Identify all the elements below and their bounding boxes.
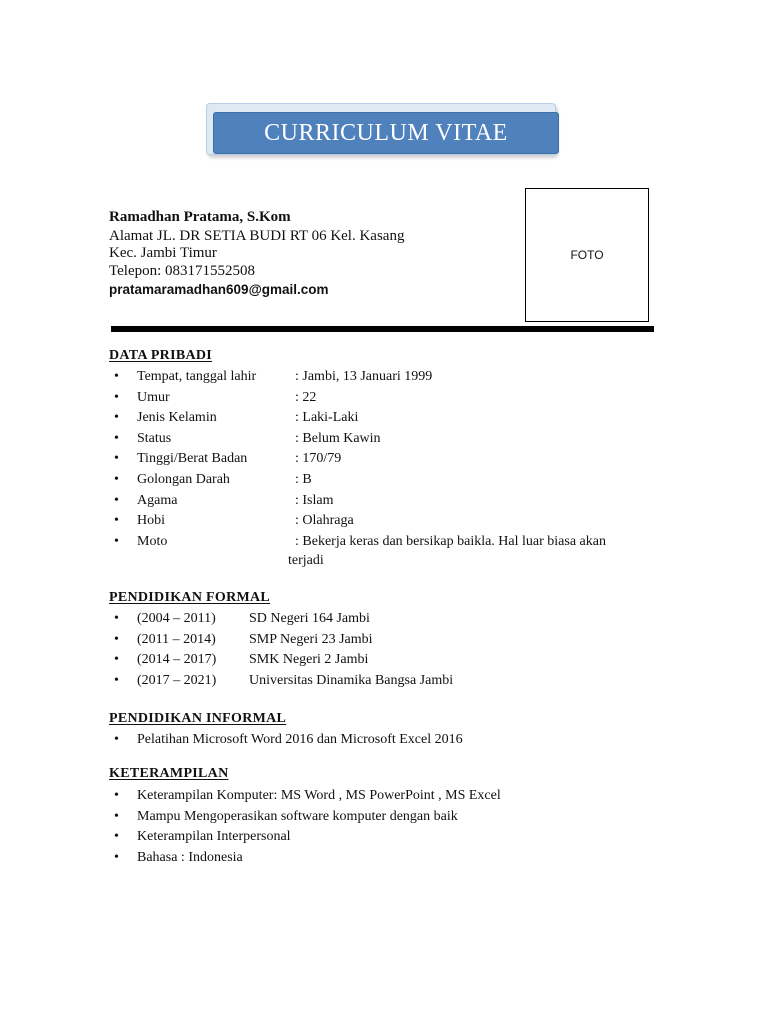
item-value: : Belum Kawin (295, 430, 381, 446)
item-label: Status (137, 430, 172, 446)
full-name: Ramadhan Pratama, S.Kom (109, 209, 291, 225)
education-school: SMK Negeri 2 Jambi (249, 652, 369, 668)
formal-education-list (109, 609, 453, 691)
list-item: • Keterampilan Interpersonal (109, 827, 501, 848)
list-item: • Mampu Mengoperasikan software komputer dengan baik (109, 807, 501, 828)
section-title-pendidikan-formal: PENDIDIKAN FORMAL (109, 590, 271, 605)
education-years: (2014 – 2017) (137, 652, 217, 668)
list-item (109, 449, 606, 470)
item-label: Agama (137, 492, 178, 508)
list-item (109, 429, 606, 450)
list-item (109, 470, 606, 491)
item-value: : Bekerja keras dan bersikap baikla. Hal luar biasa akan (295, 533, 606, 549)
list-item (109, 367, 606, 388)
phone: Telepon: 083171552508 (109, 263, 256, 279)
list-item (109, 491, 606, 512)
moto-continuation: terjadi (288, 553, 324, 568)
item-value: : Laki-Laki (295, 410, 359, 426)
list-item (109, 671, 453, 692)
item-value: : 170/79 (295, 451, 342, 467)
list-item (109, 511, 606, 532)
address-line-1: Alamat JL. DR SETIA BUDI RT 06 Kel. Kasang (109, 228, 405, 244)
item-label: Hobi (137, 513, 165, 529)
item-label: Tinggi/Berat Badan (137, 451, 248, 467)
item-label: Jenis Kelamin (137, 410, 217, 426)
personal-data-list (109, 367, 606, 552)
item-label: Moto (137, 533, 168, 549)
section-title-pendidikan-informal: PENDIDIKAN INFORMAL (109, 711, 287, 726)
photo-placeholder (525, 188, 649, 322)
education-years: (2011 – 2014) (137, 631, 216, 647)
list-item (109, 388, 606, 409)
skills-list (109, 786, 501, 868)
list-item (109, 408, 606, 429)
education-school: SMP Negeri 23 Jambi (249, 631, 373, 647)
item-value: : Jambi, 13 Januari 1999 (295, 369, 433, 384)
contact-block (109, 207, 404, 298)
section-title-keterampilan: KETERAMPILAN (109, 766, 229, 781)
item-value: : Islam (295, 492, 334, 508)
section-title-data-pribadi: DATA PRIBADI (109, 348, 213, 363)
education-school: Universitas Dinamika Bangsa Jambi (249, 672, 454, 688)
photo-label: FOTO (570, 248, 604, 262)
list-item: • Keterampilan Komputer: MS Word , MS PowerPoint , MS Excel (109, 786, 501, 807)
header-divider (111, 326, 654, 332)
list-item (109, 630, 453, 651)
list-item: • Pelatihan Microsoft Word 2016 dan Microsoft Excel 2016 (109, 730, 463, 751)
item-label: Golongan Darah (137, 471, 230, 487)
item-value: : Olahraga (295, 513, 354, 529)
education-years: (2017 – 2021) (137, 672, 217, 688)
list-item (109, 532, 606, 553)
informal-education-list (109, 730, 463, 751)
education-school: SD Negeri 164 Jambi (249, 611, 370, 626)
item-label: Tempat, tanggal lahir (137, 369, 257, 384)
item-value: : B (295, 471, 312, 487)
list-item: • Bahasa : Indonesia (109, 848, 501, 869)
item-label: Umur (137, 389, 170, 405)
address-line-2: Kec. Jambi Timur (109, 245, 217, 261)
item-value: : 22 (295, 389, 317, 405)
education-years: (2004 – 2011) (137, 611, 216, 626)
title-banner: CURRICULUM VITAE (213, 112, 559, 154)
email: pratamaramadhan609@gmail.com (109, 282, 329, 297)
list-item (109, 650, 453, 671)
list-item (109, 609, 453, 630)
